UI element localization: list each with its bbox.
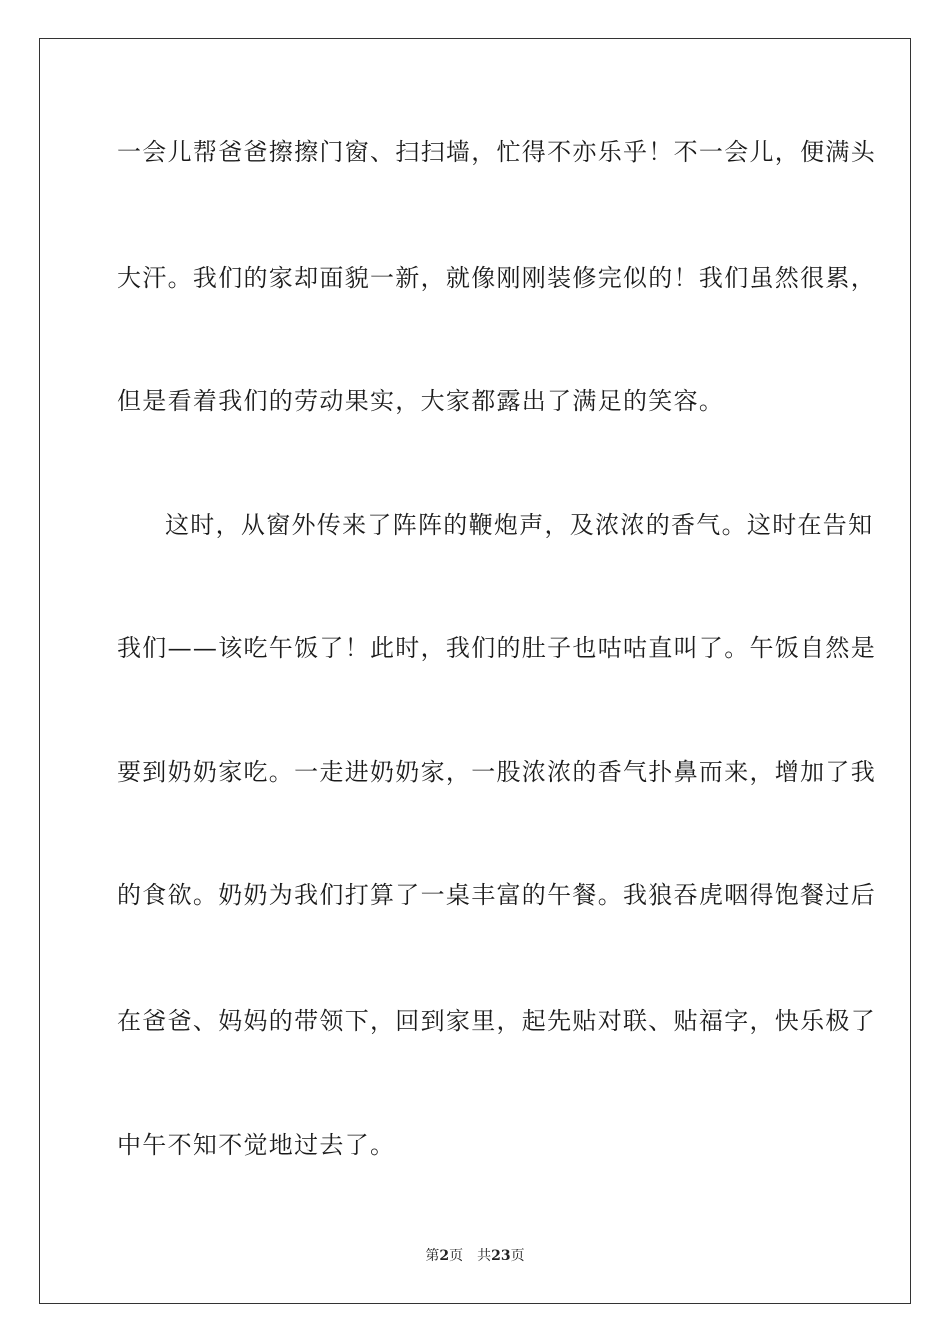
text-line-3: 但是看着我们的劳动果实，大家都露出了满足的笑容。 [117, 387, 725, 415]
text-line-5: 我们——该吃午饭了！此时，我们的肚子也咕咕直叫了。午饭自然是 [117, 634, 876, 662]
total-suffix: 页 [510, 1248, 525, 1264]
total-prefix: 共 [477, 1248, 492, 1264]
text-line-4: 这时，从窗外传来了阵阵的鞭炮声，及浓浓的香气。这时在告知 [165, 511, 874, 539]
text-line-2: 大汗。我们的家却面貌一新，就像刚刚装修完似的！我们虽然很累， [117, 264, 876, 292]
text-line-8: 在爸爸、妈妈的带领下，回到家里，起先贴对联、贴福字，快乐极了 [117, 1007, 876, 1035]
page-number: 2 [439, 1248, 450, 1264]
page-suffix: 页 [449, 1248, 464, 1264]
total-pages: 23 [491, 1248, 511, 1264]
text-line-6: 要到奶奶家吃。一走进奶奶家，一股浓浓的香气扑鼻而来，增加了我 [117, 758, 876, 786]
page-footer [0, 1246, 950, 1266]
text-line-1: 一会儿帮爸爸擦擦门窗、扫扫墙，忙得不亦乐乎！不一会儿，便满头 [117, 138, 876, 166]
text-line-7: 的食欲。奶奶为我们打算了一桌丰富的午餐。我狼吞虎咽得饱餐过后 [117, 881, 876, 909]
text-line-9: 中午不知不觉地过去了。 [117, 1131, 396, 1159]
page-border [39, 38, 911, 1304]
page-prefix: 第 [425, 1248, 440, 1264]
